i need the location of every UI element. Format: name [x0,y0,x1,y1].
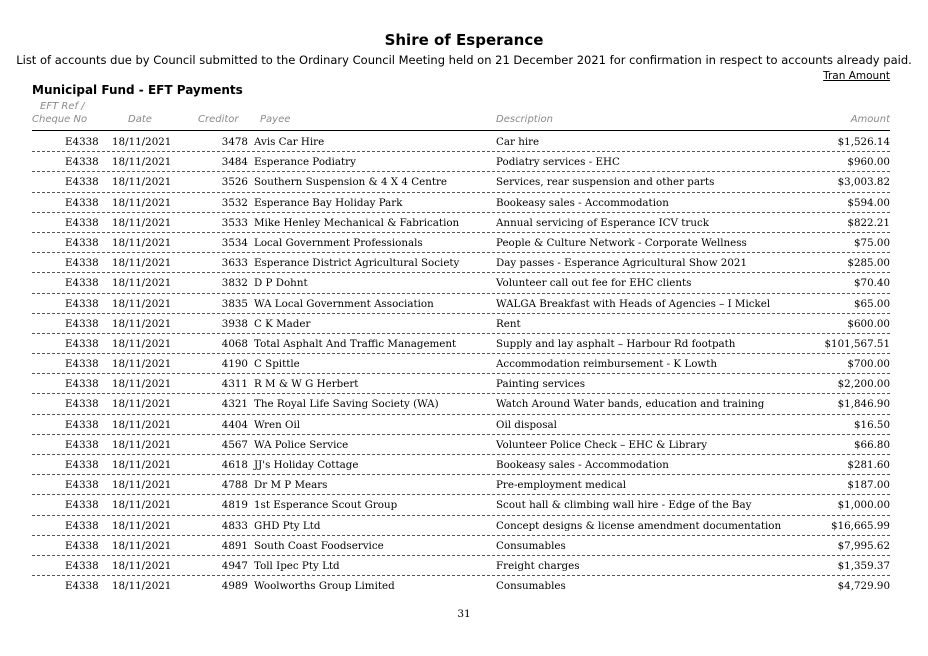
table-row [32,556,890,576]
description-cell: Oil disposal [496,418,557,431]
date-cell: 18/11/2021 [112,236,172,249]
header-payee: Payee [260,114,291,125]
table-row [32,435,890,455]
table-row [32,415,890,435]
payee-cell: 1st Esperance Scout Group [254,499,398,512]
amount-cell: $1,000.00 [837,499,890,512]
amount-cell: $600.00 [847,317,890,330]
header-date: Date [128,114,152,125]
date-cell: 18/11/2021 [112,539,172,552]
description-cell: Services, rear suspension and other parts [496,176,715,189]
amount-cell: $285.00 [847,257,890,270]
table-row [32,132,890,152]
payee-cell: Woolworths Group Limited [254,580,395,593]
date-cell: 18/11/2021 [112,216,172,229]
header-ref-line1: EFT Ref / [40,101,85,112]
table-row [32,273,890,293]
table-row [32,516,890,536]
date-cell: 18/11/2021 [112,438,172,451]
description-cell: Concept designs & license amendment documentation [496,519,782,532]
ref-cell: E4338 [65,398,99,411]
description-cell: Accommodation reimbursement - K Lowth [496,358,717,371]
description-cell: Volunteer call out fee for EHC clients [496,277,692,290]
amount-cell: $66.80 [853,438,890,451]
ref-cell: E4338 [65,236,99,249]
table-row [32,455,890,475]
amount-cell: $16.50 [853,418,890,431]
table-row [32,536,890,556]
creditor-cell: 4311 [221,378,248,391]
amount-cell: $700.00 [847,358,890,371]
amount-cell: $7,995.62 [837,539,890,552]
date-cell: 18/11/2021 [112,176,172,189]
creditor-cell: 4618 [221,459,248,471]
date-cell: 18/11/2021 [112,297,172,310]
creditor-cell: 4891 [221,539,248,552]
ref-cell: E4338 [65,297,99,310]
payee-cell: The Royal Life Saving Society (WA) [254,398,439,411]
payee-cell: South Coast Foodservice [254,539,384,552]
ref-cell: E4338 [65,459,99,471]
date-cell: 18/11/2021 [112,479,172,492]
date-cell: 18/11/2021 [112,459,172,471]
payee-cell: Southern Suspension & 4 X 4 Centre [254,176,447,189]
table-row [32,152,890,172]
ref-cell: E4338 [65,418,99,431]
creditor-cell: 4833 [221,519,248,532]
date-cell: 18/11/2021 [112,398,172,411]
creditor-cell: 3533 [221,216,248,229]
creditor-cell: 4190 [221,358,248,371]
table-row [32,576,890,595]
payee-cell: Esperance District Agricultural Society [254,257,460,270]
table-row [32,172,890,192]
description-cell: Car hire [496,136,540,148]
table-row [32,495,890,515]
creditor-cell: 3835 [221,297,248,310]
amount-cell: $16,665.99 [831,519,890,532]
table-row [32,475,890,495]
page-title: Shire of Esperance [384,31,544,49]
date-cell: 18/11/2021 [112,156,172,169]
creditor-cell: 3532 [221,196,248,209]
payee-cell: WA Police Service [254,438,349,451]
description-cell: Pre-employment medical [496,479,627,492]
table-header [32,101,890,130]
payee-cell: Mike Henley Mechanical & Fabrication [254,216,460,229]
date-cell: 18/11/2021 [112,196,172,209]
creditor-cell: 3534 [221,236,248,249]
payee-cell: D P Dohnt [254,277,308,290]
table-row [32,213,890,233]
description-cell: Supply and lay asphalt – Harbour Rd footpath [496,337,736,350]
ref-cell: E4338 [65,499,99,512]
payee-cell: Avis Car Hire [254,136,325,148]
creditor-cell: 3484 [221,156,248,169]
payee-cell: C Spittle [254,358,300,371]
date-cell: 18/11/2021 [112,580,172,593]
payee-cell: Toll Ipec Pty Ltd [254,559,340,572]
ref-cell: E4338 [65,519,99,532]
creditor-cell: 3478 [221,136,248,148]
description-cell: Volunteer Police Check – EHC & Library [496,438,708,451]
description-cell: Painting services [496,378,586,391]
description-cell: Bookeasy sales - Accommodation [496,459,669,471]
payee-cell: R M & W G Herbert [254,378,359,391]
amount-cell: $1,846.90 [837,398,890,411]
creditor-cell: 3832 [221,277,248,290]
payments-table [32,132,890,595]
ref-cell: E4338 [65,337,99,350]
date-cell: 18/11/2021 [112,519,172,532]
header-amount: Amount [850,114,890,125]
description-cell: Bookeasy sales - Accommodation [496,196,669,209]
amount-cell: $1,526.14 [837,136,890,148]
table-row [32,394,890,414]
date-cell: 18/11/2021 [112,257,172,270]
creditor-cell: 4404 [221,418,248,431]
description-cell: WALGA Breakfast with Heads of Agencies – I Mickel [496,297,771,310]
table-row [32,354,890,374]
payee-cell: GHD Pty Ltd [254,519,321,532]
ref-cell: E4338 [65,257,99,270]
amount-cell: $70.40 [853,277,890,290]
creditor-cell: 4788 [221,479,248,492]
date-cell: 18/11/2021 [112,559,172,572]
creditor-cell: 4068 [221,337,248,350]
payee-cell: Esperance Bay Holiday Park [254,196,403,209]
amount-cell: $75.00 [853,236,890,249]
section-heading: Municipal Fund - EFT Payments [32,83,243,97]
header-description: Description [496,114,553,125]
amount-cell: $65.00 [853,297,890,310]
ref-cell: E4338 [65,136,99,148]
ref-cell: E4338 [65,378,99,391]
table-row [32,253,890,273]
amount-cell: $2,200.00 [837,378,890,391]
payee-cell: Dr M P Mears [254,479,328,492]
ref-cell: E4338 [65,438,99,451]
table-row [32,334,890,354]
creditor-cell: 3938 [221,317,248,330]
amount-cell: $3,003.82 [837,176,890,189]
payee-cell: Esperance Podiatry [254,156,356,169]
creditor-cell: 3633 [221,257,248,270]
ref-cell: E4338 [65,358,99,371]
ref-cell: E4338 [65,580,99,593]
header-creditor: Creditor [198,114,239,125]
payee-cell: JJ's Holiday Cottage [254,459,359,471]
payee-cell: Local Government Professionals [254,236,423,249]
creditor-cell: 4321 [221,398,248,411]
creditor-cell: 3526 [221,176,248,189]
ref-cell: E4338 [65,216,99,229]
page-subtitle: List of accounts due by Council submitted to the Ordinary Council Meeting held on 21 December 2021 for confirmation in respect to accounts already paid. [16,53,912,67]
table-row [32,294,890,314]
header-divider [32,130,890,131]
date-cell: 18/11/2021 [112,358,172,371]
description-cell: Scout hall & climbing wall hire - Edge of the Bay [496,499,752,512]
description-cell: Consumables [496,580,566,593]
table-row [32,314,890,334]
date-cell: 18/11/2021 [112,277,172,290]
description-cell: Freight charges [496,559,580,572]
description-cell: Rent [496,317,521,330]
payee-cell: Wren Oil [254,418,301,431]
creditor-cell: 4819 [221,499,248,512]
ref-cell: E4338 [65,479,99,492]
ref-cell: E4338 [65,156,99,169]
table-row [32,193,890,213]
table-row [32,374,890,394]
amount-cell: $187.00 [847,479,890,492]
payee-cell: WA Local Government Association [254,297,434,310]
header-ref-line2: Cheque No [32,114,88,125]
creditor-cell: 4947 [221,559,248,572]
table-row [32,233,890,253]
date-cell: 18/11/2021 [112,378,172,391]
amount-cell: $594.00 [847,196,890,209]
amount-cell: $1,359.37 [837,559,890,572]
description-cell: Podiatry services - EHC [496,156,620,169]
date-cell: 18/11/2021 [112,317,172,330]
payee-cell: Total Asphalt And Traffic Management [254,337,457,350]
description-cell: People & Culture Network - Corporate Wellness [496,236,747,249]
description-cell: Watch Around Water bands, education and training [496,398,765,411]
creditor-cell: 4567 [221,438,248,451]
ref-cell: E4338 [65,196,99,209]
ref-cell: E4338 [65,559,99,572]
amount-cell: $4,729.90 [837,580,890,593]
description-cell: Day passes - Esperance Agricultural Show 2021 [496,257,748,270]
payee-cell: C K Mader [254,317,311,330]
amount-cell: $281.60 [847,459,890,471]
date-cell: 18/11/2021 [112,418,172,431]
ref-cell: E4338 [65,277,99,290]
date-cell: 18/11/2021 [112,337,172,350]
description-cell: Consumables [496,539,566,552]
page-number: 31 [457,608,471,620]
amount-cell: $101,567.51 [824,337,890,350]
date-cell: 18/11/2021 [112,136,172,148]
tran-amount-label: Tran Amount [823,70,890,82]
date-cell: 18/11/2021 [112,499,172,512]
description-cell: Annual servicing of Esperance ICV truck [496,216,709,229]
ref-cell: E4338 [65,539,99,552]
creditor-cell: 4989 [221,580,248,593]
ref-cell: E4338 [65,176,99,189]
amount-cell: $822.21 [847,216,890,229]
amount-cell: $960.00 [847,156,890,169]
ref-cell: E4338 [65,317,99,330]
